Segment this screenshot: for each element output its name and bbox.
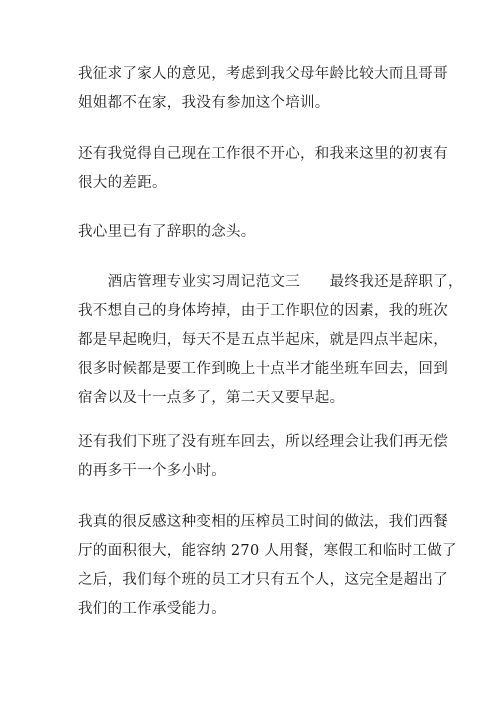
paragraph-overwork: [78, 508, 457, 624]
text-line: 很多时候都是要工作到晚上十点半才能坐班车回去，回到: [78, 361, 448, 377]
text-line: 都是早起晚归，每天不是五点半起床，就是四点半起床，: [78, 332, 448, 348]
text-line: 我们的工作承受能力。: [78, 601, 226, 617]
text-line: 酒店管理专业实习周记范文三 最终我还是辞职了，: [78, 274, 463, 290]
paragraph-family-opinion: [78, 60, 448, 118]
text-line: 还有我觉得自己现在工作很不开心，和我来这里的初衷有: [78, 146, 448, 162]
text-line: 的再多干一个多小时。: [78, 463, 226, 479]
text-line: 我征求了家人的意见，考虑到我父母年龄比较大而且哥哥: [78, 66, 448, 82]
text-line: 之后，我们每个班的员工才只有五个人，这完全是超出了: [78, 572, 448, 588]
text-line: 还有我们下班了没有班车回去，所以经理会让我们再无偿: [78, 434, 448, 450]
text-line: 很大的差距。: [78, 175, 167, 191]
paragraph-no-shuttle: [78, 428, 448, 486]
paragraph-resign-thought: [78, 218, 438, 247]
paragraph-essay-three: [78, 268, 463, 413]
text-line: 宿舍以及十一点多了，第二天又要早起。: [78, 390, 345, 406]
text-line: 我不想自己的身体垮掉，由于工作职位的因素，我的班次: [78, 303, 448, 319]
text-line: 厅的面积很大，能容纳 270 人用餐，寒假工和临时工做了: [78, 543, 457, 559]
text-line: 我真的很反感这种变相的压榨员工时间的做法，我们西餐: [78, 514, 448, 530]
text-line: 姐姐都不在家，我没有参加这个培训。: [78, 95, 330, 111]
paragraph-unhappy-at-work: [78, 140, 448, 198]
text-line: 我心里已有了辞职的念头。: [78, 224, 256, 240]
